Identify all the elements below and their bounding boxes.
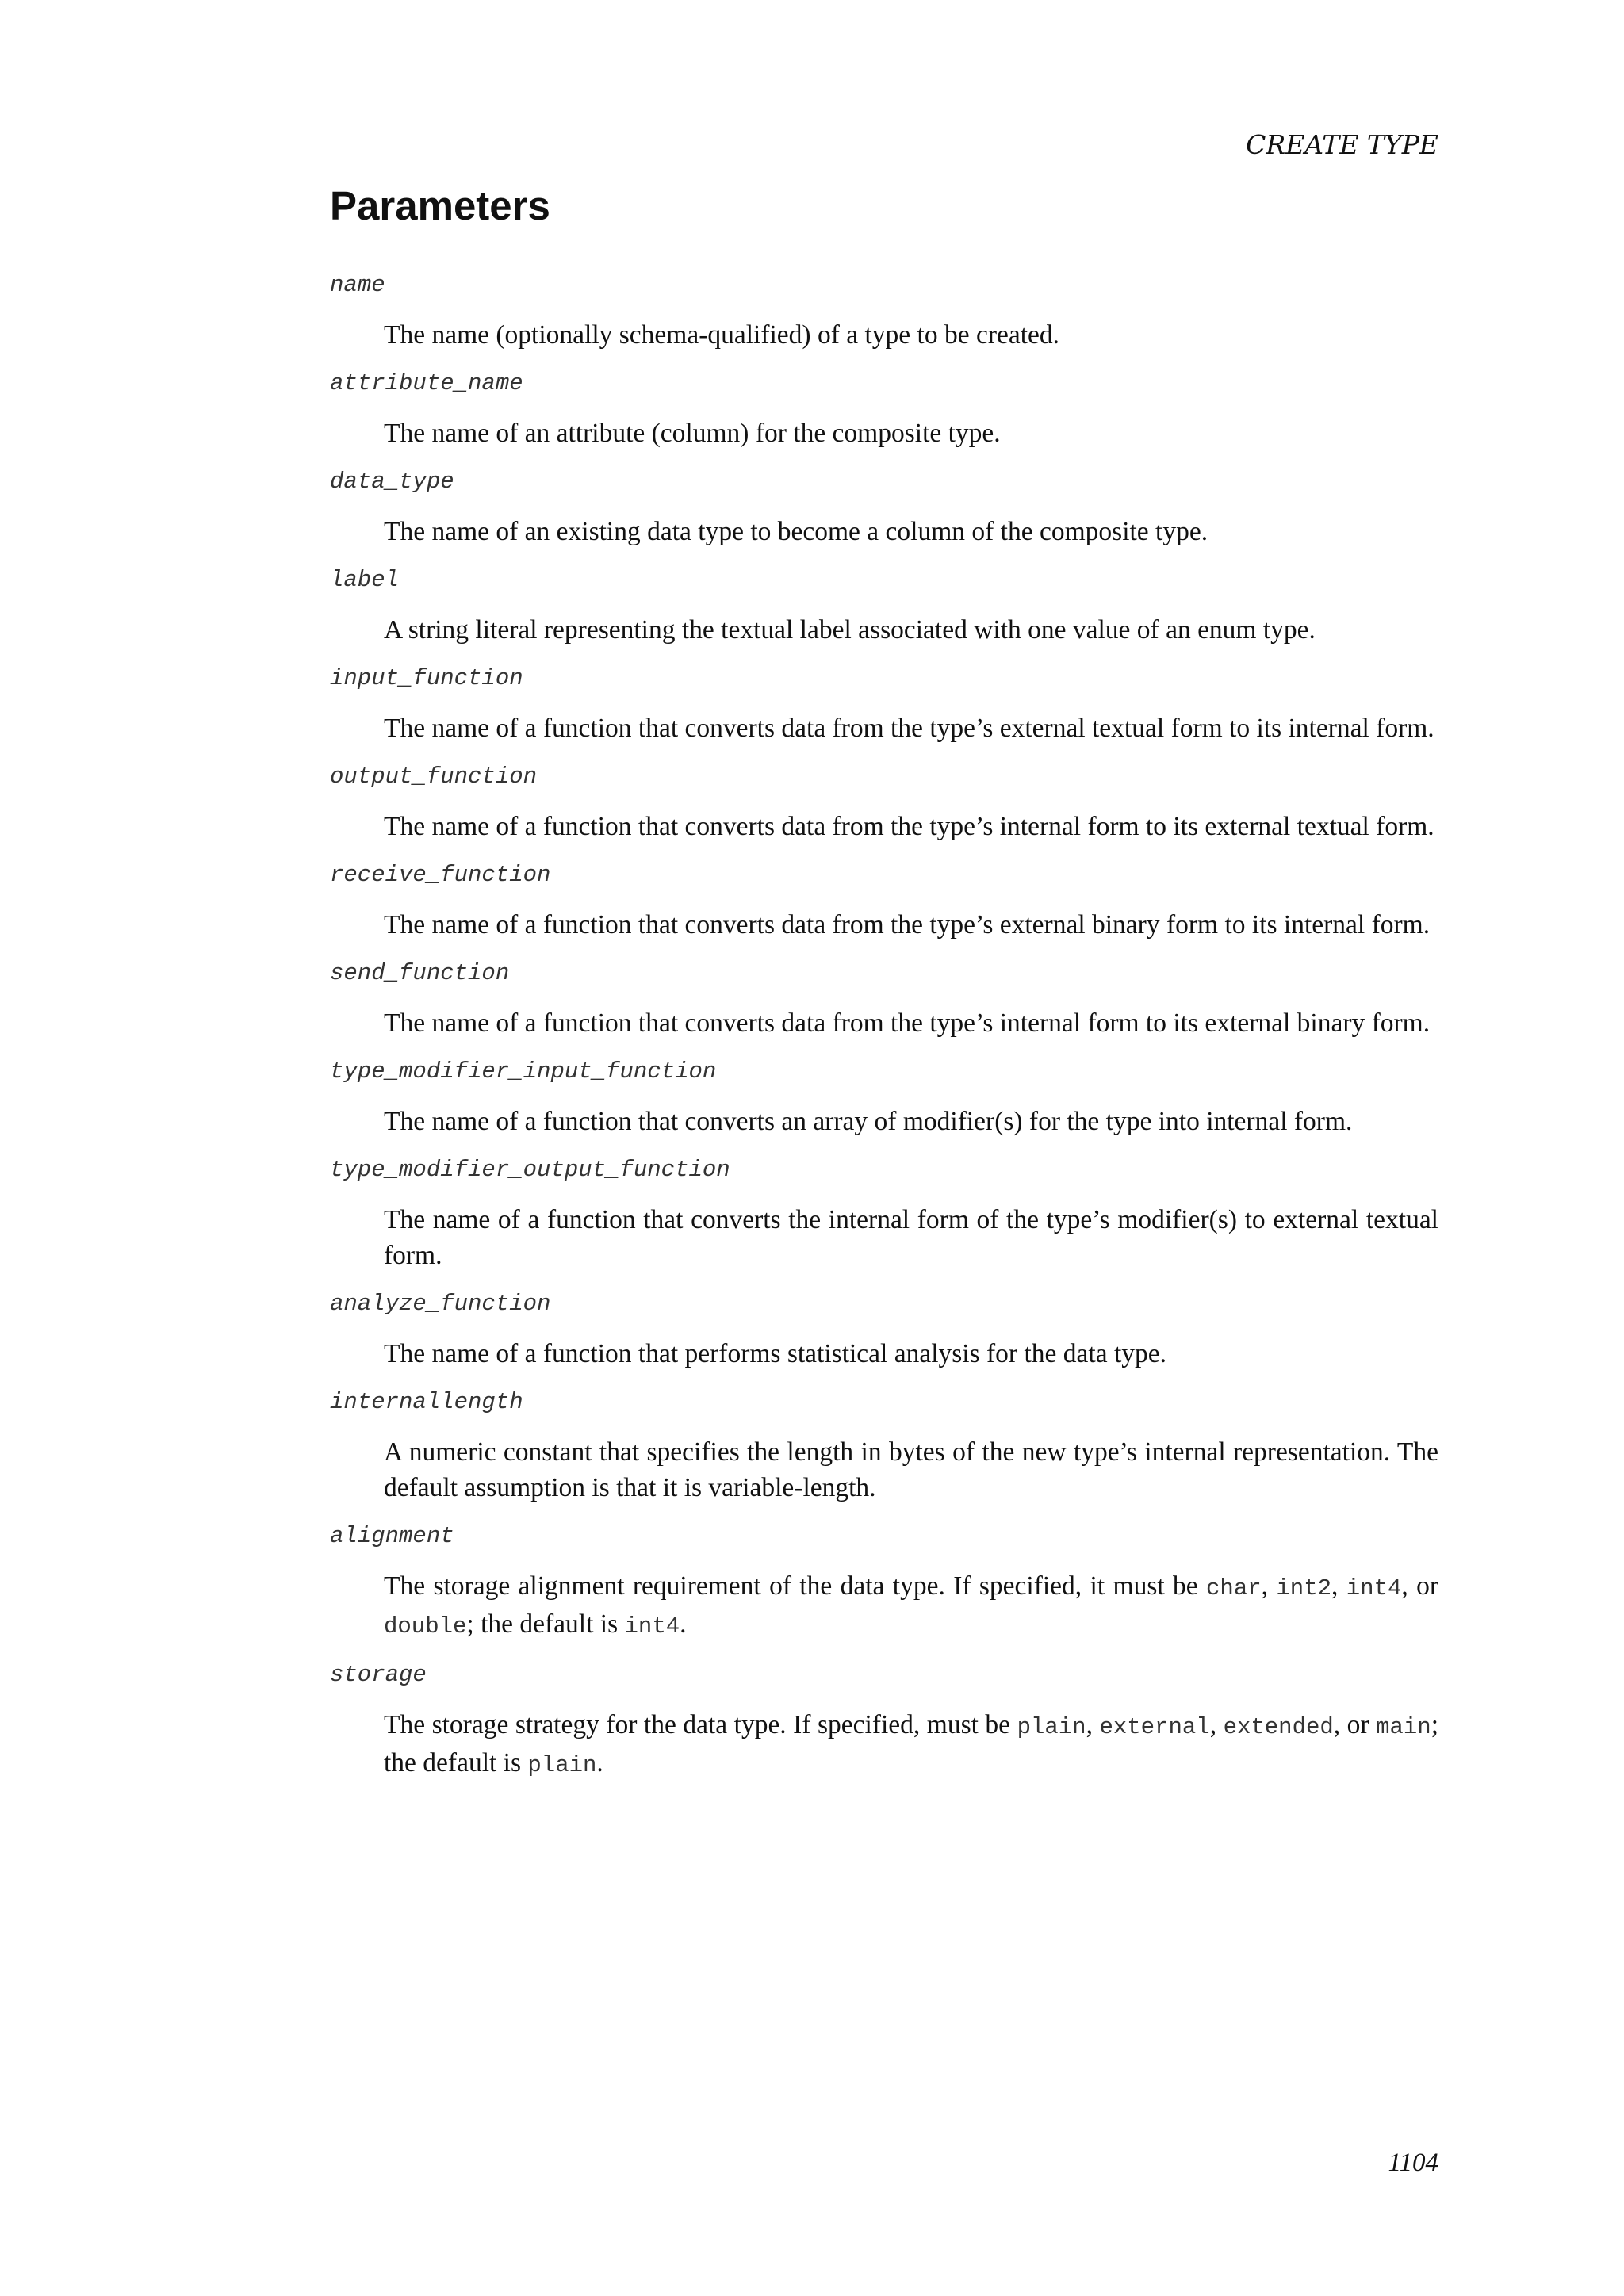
desc-text: , or — [1333, 1710, 1377, 1739]
desc-text: The storage strategy for the data type. If specified, must be — [384, 1710, 1017, 1739]
param-term: type_modifier_input_function — [330, 1058, 717, 1085]
param-description: The name of a function that converts an array of modifier(s) for the type into internal form. — [384, 1107, 1353, 1136]
desc-text: ; the default is — [384, 1710, 1439, 1777]
code-literal: char — [1206, 1575, 1262, 1601]
param-term: name — [330, 272, 385, 298]
desc-text: , — [1331, 1571, 1346, 1601]
param-term: label — [330, 567, 400, 593]
desc-text: . — [596, 1748, 603, 1777]
param-term: analyze_function — [330, 1291, 551, 1317]
param-term: internallength — [330, 1389, 523, 1415]
parameter-list — [330, 268, 1438, 1797]
desc-text: , or — [1401, 1571, 1439, 1601]
param-entry-alignment — [330, 1519, 1438, 1644]
param-term: output_function — [330, 763, 538, 790]
param-entry-internallength — [330, 1385, 1438, 1506]
desc-text: ; the default is — [466, 1609, 625, 1639]
param-entry-data-type — [330, 465, 1438, 549]
section-title: Parameters — [330, 183, 550, 228]
param-term: input_function — [330, 665, 523, 691]
param-entry-send-function — [330, 956, 1438, 1041]
param-term: receive_function — [330, 862, 551, 888]
page-number: 1104 — [1388, 2149, 1438, 2177]
param-description: The name of an existing data type to become a column of the composite type. — [384, 517, 1208, 546]
running-header: CREATE TYPE — [1246, 129, 1438, 160]
param-term: type_modifier_output_function — [330, 1157, 730, 1183]
param-description: The name of a function that performs statistical analysis for the data type. — [384, 1339, 1166, 1368]
param-entry-input-function — [330, 661, 1438, 746]
code-literal: double — [384, 1613, 467, 1640]
param-term: attribute_name — [330, 370, 523, 396]
param-entry-receive-function — [330, 858, 1438, 943]
param-description: The name of a function that converts data from the type’s internal form to its external textual form. — [384, 812, 1434, 841]
code-literal: int4 — [624, 1613, 680, 1640]
desc-text: , — [1261, 1571, 1277, 1601]
param-description: A numeric constant that specifies the length in bytes of the new type’s internal representation. The default assumption is that it is variable-length. — [384, 1437, 1438, 1502]
param-entry-output-function — [330, 760, 1438, 844]
param-entry-analyze-function — [330, 1287, 1438, 1372]
desc-text: The storage alignment requirement of the data type. If specified, it must be — [384, 1571, 1207, 1601]
code-literal: int4 — [1346, 1575, 1402, 1601]
param-entry-attribute-name — [330, 366, 1438, 451]
param-term: alignment — [330, 1523, 454, 1549]
desc-text: , — [1209, 1710, 1224, 1739]
param-description: The name (optionally schema-qualified) of a type to be created. — [384, 320, 1060, 350]
param-entry-type-modifier-output-function — [330, 1153, 1438, 1273]
desc-text: . — [680, 1609, 687, 1639]
param-description: The name of a function that converts data from the type’s external binary form to its internal form. — [384, 910, 1431, 939]
param-term: data_type — [330, 469, 454, 495]
param-entry-name — [330, 268, 1438, 353]
param-term: send_function — [330, 960, 510, 986]
param-description: The name of a function that converts data from the type’s internal form to its external binary form. — [384, 1008, 1431, 1038]
param-description: The name of an attribute (column) for the composite type. — [384, 419, 1001, 448]
param-description: A string literal representing the textual label associated with one value of an enum type. — [384, 615, 1316, 645]
code-literal: int2 — [1276, 1575, 1332, 1601]
desc-text: , — [1086, 1710, 1100, 1739]
param-description: The name of a function that converts data from the type’s external textual form to its internal form. — [384, 714, 1434, 743]
code-literal: plain — [527, 1752, 597, 1778]
param-entry-storage — [330, 1658, 1438, 1783]
param-description — [384, 1707, 1438, 1783]
code-literal: main — [1376, 1714, 1431, 1740]
param-description — [384, 1568, 1438, 1644]
param-description: The name of a function that converts the internal form of the type’s modifier(s) to external textual form. — [384, 1205, 1438, 1270]
code-literal: external — [1099, 1714, 1210, 1740]
param-entry-label — [330, 563, 1438, 648]
param-entry-type-modifier-input-function — [330, 1054, 1438, 1139]
code-literal: plain — [1017, 1714, 1086, 1740]
param-term: storage — [330, 1662, 427, 1688]
code-literal: extended — [1223, 1714, 1334, 1740]
